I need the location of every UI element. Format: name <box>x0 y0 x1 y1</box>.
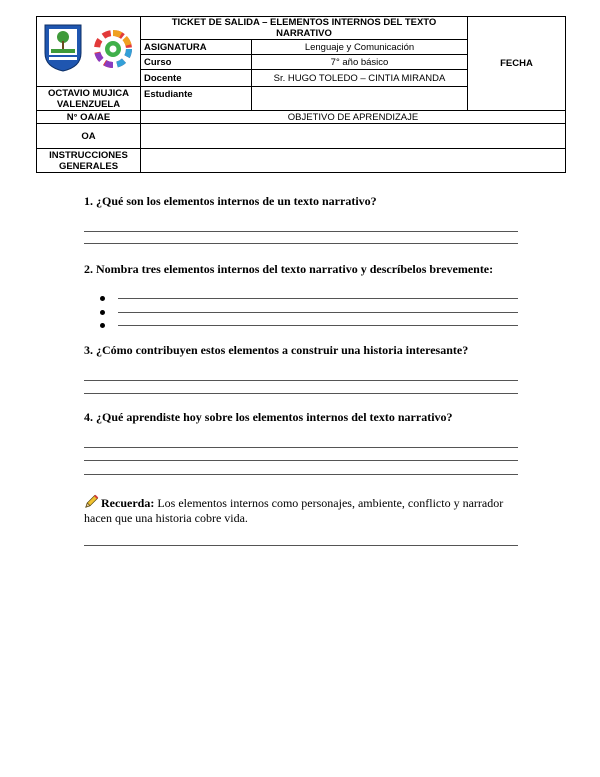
answer-line[interactable] <box>118 325 518 326</box>
answer-line[interactable] <box>84 393 518 394</box>
gear-logo-icon <box>93 29 133 69</box>
bullet-icon <box>100 310 105 315</box>
recuerda-label: Recuerda: <box>101 496 155 510</box>
question-3: 3. ¿Cómo contribuyen estos elementos a construir una historia interesante? <box>84 343 469 357</box>
answer-line[interactable] <box>84 474 518 475</box>
answer-line[interactable] <box>84 545 518 546</box>
answer-line[interactable] <box>84 243 518 244</box>
answer-line[interactable] <box>84 447 518 448</box>
pencil-icon <box>84 494 99 509</box>
recuerda-note <box>84 494 518 526</box>
header-table <box>36 16 566 173</box>
bullet-icon <box>100 296 105 301</box>
answer-line[interactable] <box>84 460 518 461</box>
question-4: 4. ¿Qué aprendiste hoy sobre los elementos internos del texto narrativo? <box>84 410 453 424</box>
answer-line[interactable] <box>118 298 518 299</box>
fecha-label: FECHA <box>468 17 566 111</box>
numero-oa-label: N° OA/AE <box>37 111 141 124</box>
bullet-icon <box>100 323 105 328</box>
question-2: 2. Nombra tres elementos internos del texto narrativo y descríbelos brevemente: <box>84 262 494 276</box>
curso-label: Curso <box>141 55 252 70</box>
docente-label: Docente <box>141 70 252 87</box>
ticket-title: TICKET DE SALIDA – ELEMENTOS INTERNOS DEL TEXTO NARRATIVO <box>141 17 468 40</box>
answer-line[interactable] <box>118 312 518 313</box>
objetivo-label: OBJETIVO DE APRENDIZAJE <box>141 111 566 124</box>
oa-label: OA <box>37 124 141 149</box>
answer-line[interactable] <box>84 380 518 381</box>
question-1: 1. ¿Qué son los elementos internos de un texto narrativo? <box>84 194 377 208</box>
asignatura-value: Lenguaje y Comunicación <box>252 40 468 55</box>
school-name: OCTAVIO MUJICA VALENZUELA <box>37 87 141 111</box>
school-shield-icon <box>43 23 83 73</box>
asignatura-label: ASIGNATURA <box>141 40 252 55</box>
answer-line[interactable] <box>84 231 518 232</box>
estudiante-field[interactable] <box>252 87 468 111</box>
oa-field[interactable] <box>141 124 566 149</box>
recuerda-text: Los elementos internos como personajes, ambiente, conflicto y narrador hacen que una historia cobre vida. <box>84 496 504 525</box>
logo-cell <box>37 17 141 87</box>
curso-value: 7° año básico <box>252 55 468 70</box>
estudiante-label: Estudiante <box>141 87 252 111</box>
instrucciones-field[interactable] <box>141 149 566 173</box>
instrucciones-label: INSTRUCCIONES GENERALES <box>37 149 141 173</box>
docente-value: Sr. HUGO TOLEDO – CINTIA MIRANDA <box>252 70 468 87</box>
